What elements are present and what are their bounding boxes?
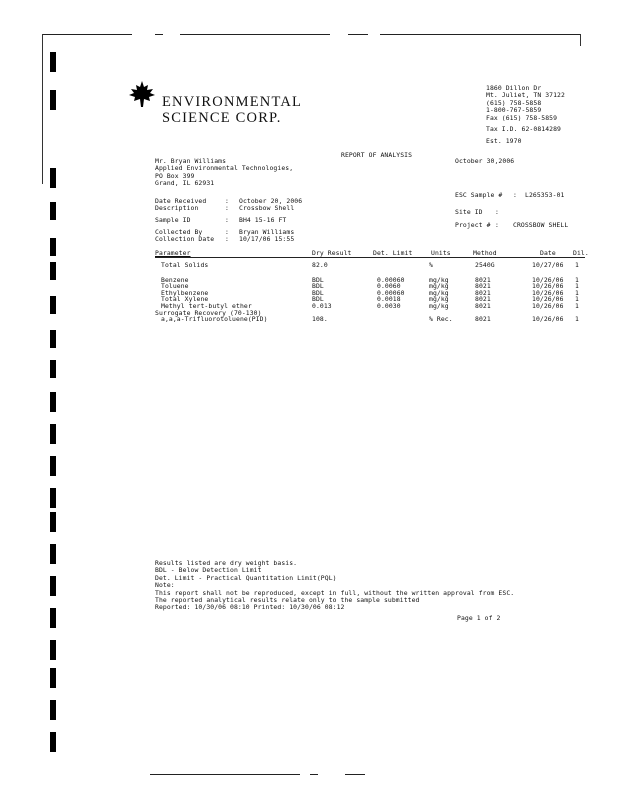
header-method: Method	[473, 249, 497, 257]
footnotes	[155, 560, 514, 612]
cell-method: 8021	[475, 275, 491, 284]
cell-units: mg/kg	[429, 275, 449, 284]
cell-method: 8021	[475, 288, 491, 297]
collected-by-value: Bryan Williams	[239, 228, 295, 236]
sample-id-value: BH4 15-16 FT	[239, 216, 287, 224]
cell-result: 82.0	[312, 261, 328, 269]
cell-date: 10/26/06	[532, 295, 564, 304]
cell-date: 10/26/06	[532, 282, 564, 291]
cell-dil: 1	[575, 288, 579, 297]
cell-dil: 1	[575, 302, 579, 310]
table-row	[155, 316, 585, 323]
cell-det-limit: 0.00060	[377, 275, 405, 284]
company-name-line2: SCIENCE CORP.	[162, 110, 282, 126]
field-label: Description	[155, 204, 199, 212]
header-date: Date	[540, 249, 556, 257]
cell-det-limit: 0.00060	[377, 288, 405, 297]
footnote-line: Results listed are dry weight basis.	[155, 559, 298, 567]
cell-dil: 1	[575, 295, 579, 304]
cell-result: 0.013	[312, 302, 332, 310]
cell-parameter: Total Solids	[161, 261, 209, 269]
footnote-line: This report shall not be reproduced, except in full, without the written approval from ESC.	[155, 588, 515, 597]
field-label: ESC Sample #	[455, 191, 503, 199]
footnote-line: Reported: 10/30/06 08:10 Printed: 10/30/06 08:12	[155, 603, 345, 612]
field-label: Collected By	[155, 228, 203, 236]
cell-date: 10/26/06	[532, 302, 564, 310]
header-parameter: Parameter	[155, 249, 191, 257]
cell-units: mg/kg	[429, 282, 449, 291]
cell-method: 8021	[475, 282, 491, 291]
field-label: Project #	[455, 221, 491, 229]
company-name-line1: ENVIRONMENTAL	[162, 94, 303, 110]
cell-method: 8021	[475, 315, 491, 324]
cell-parameter: a,a,a-Trifluorotoluene(PID)	[161, 315, 268, 324]
cell-det-limit: 0.0030	[377, 302, 401, 310]
footnote-line: BDL - Below Detection Limit	[155, 566, 262, 575]
cell-parameter: Surrogate Recovery (70-130)	[155, 308, 262, 317]
cell-dil: 1	[575, 315, 579, 324]
client-address	[155, 158, 293, 188]
sample-info-left: Date Received : October 20, 2006 Description : Crossbow Shell Sample ID : BH4 15-16 FT Collected By : Bryan Williams Collection Date : 10/17/06 15:55	[155, 197, 303, 243]
header-rule	[155, 257, 585, 258]
maple-leaf-icon	[128, 80, 156, 108]
client-line: Applied Environmental Technologies,	[155, 164, 294, 173]
description-value: Crossbow Shell	[239, 204, 295, 212]
cell-parameter: Toluene	[161, 282, 189, 291]
field-label: Date Received	[155, 197, 207, 205]
field-label: Collection Date	[155, 235, 215, 243]
cell-dil: 1	[575, 282, 579, 291]
cell-parameter: Ethylbenzene	[161, 288, 209, 297]
cell-units: % Rec.	[429, 315, 453, 324]
cell-units: mg/kg	[429, 295, 449, 304]
cell-result: BDL	[312, 288, 324, 297]
collection-date-value: 10/17/06 15:55	[239, 235, 295, 243]
cell-date: 10/26/06	[532, 288, 564, 297]
sample-info-right: ESC Sample # : L265353-01 Site ID : Project # : CROSSBOW SHELL	[455, 191, 569, 229]
project-value: CROSSBOW SHELL	[513, 221, 569, 229]
cell-method: 2540G	[475, 261, 495, 269]
company-address	[486, 85, 565, 122]
results-table	[155, 249, 589, 330]
header-units: Units	[431, 249, 451, 257]
table-body	[155, 262, 585, 328]
cell-result: BDL	[312, 282, 324, 291]
cell-result: BDL	[312, 275, 324, 284]
cell-units: mg/kg	[429, 288, 449, 297]
address-line: (615) 758-5858	[486, 98, 542, 107]
cell-parameter: Total Xylene	[161, 295, 209, 304]
cell-units: %	[429, 261, 433, 269]
header-dry-result: Dry Result	[312, 249, 352, 257]
address-line: Fax (615) 758-5859	[486, 113, 558, 122]
header-dil: Dil.	[573, 249, 589, 257]
address-line: 1-800-767-5859	[486, 106, 542, 115]
esc-sample-value: L265353-01	[525, 191, 565, 199]
cell-date: 10/27/06	[532, 261, 564, 269]
page-number: Page 1 of 2	[457, 614, 501, 622]
field-label: Site ID	[455, 208, 483, 216]
date-received-value: October 20, 2006	[239, 197, 303, 205]
cell-det-limit: 0.0060	[377, 282, 401, 291]
cell-parameter: Benzene	[161, 275, 189, 284]
cell-parameter: Methyl tert-butyl ether	[161, 302, 252, 310]
cell-result: BDL	[312, 295, 324, 304]
report-date: October 30,2006	[455, 157, 515, 165]
cell-dil: 1	[575, 261, 579, 269]
cell-dil: 1	[575, 275, 579, 284]
table-header	[155, 249, 589, 257]
footnote-line: The reported analytical results relate only to the sample submitted	[155, 596, 420, 605]
header-det-limit: Det. Limit	[373, 249, 413, 257]
cell-date: 10/26/06	[532, 315, 564, 324]
cell-method: 8021	[475, 295, 491, 304]
footnote-line: Note:	[155, 581, 175, 590]
footnote-line: Det. Limit - Practical Quantitation Limit(PQL)	[155, 573, 337, 582]
cell-method: 8021	[475, 302, 491, 310]
client-line: Mr. Bryan Williams	[155, 157, 227, 165]
established: Est. 1970	[486, 137, 522, 145]
address-line: 1860 Dillon Dr	[486, 84, 542, 92]
address-line: Mt. Juliet, TN 37122	[486, 91, 565, 100]
report-title: REPORT OF ANALYSIS	[341, 151, 413, 159]
cell-date: 10/26/06	[532, 275, 564, 284]
client-line: Grand, IL 62931	[155, 179, 215, 188]
field-label: Sample ID	[155, 216, 191, 224]
table-row	[155, 262, 585, 269]
cell-det-limit: 0.0018	[377, 295, 401, 304]
client-line: PO Box 399	[155, 171, 195, 180]
cell-units: mg/kg	[429, 302, 449, 310]
tax-id: Tax I.D. 62-0814289	[486, 125, 562, 133]
cell-result: 108.	[312, 315, 328, 324]
